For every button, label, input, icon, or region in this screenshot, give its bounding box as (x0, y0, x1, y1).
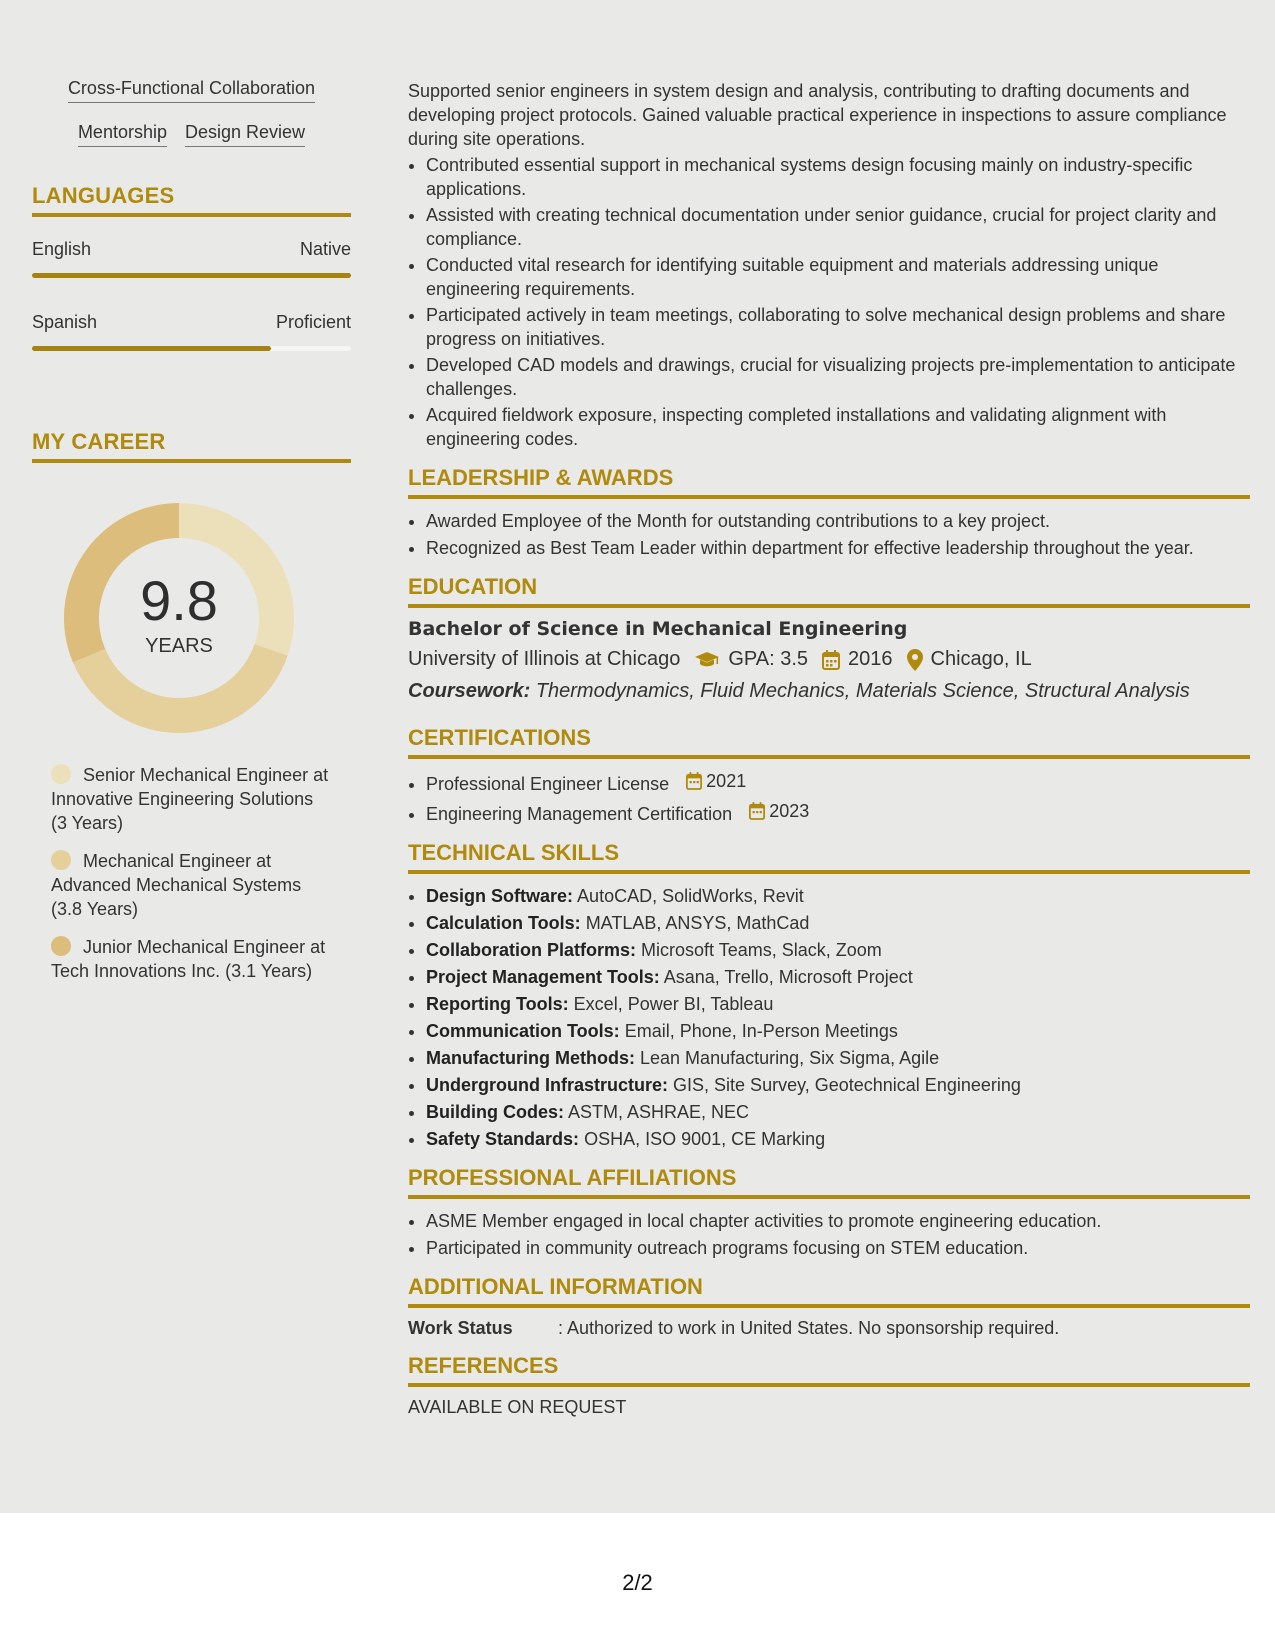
skill-label: Building Codes: (426, 1102, 564, 1122)
graduation-cap-icon (694, 651, 720, 669)
language-level: Proficient (275, 312, 351, 332)
language-name: English (32, 239, 92, 259)
references-text: AVAILABLE ON REQUEST (408, 1397, 627, 1417)
experience-bullet: • Acquired fieldwork exposure, inspecting completed installations and validating alignment with engineering codes. (426, 403, 1250, 451)
career-donut-chart (64, 503, 294, 733)
experience-bullet: • Contributed essential support in mechanical systems design focusing mainly on industry-specific applications. (426, 153, 1250, 201)
legend-dot (51, 764, 71, 784)
technical-skills-heading: TECHNICAL SKILLS (408, 840, 1250, 874)
skill-value: Email, Phone, In-Person Meetings (624, 1021, 898, 1041)
work-status-label: Work Status (408, 1318, 513, 1338)
technical-skill-item (426, 1100, 1250, 1124)
language-level: Native (299, 239, 351, 259)
skill-label: Project Management Tools: (426, 967, 660, 987)
technical-skill-item (426, 1046, 1250, 1070)
affiliations-heading: PROFESSIONAL AFFILIATIONS (408, 1165, 1250, 1199)
technical-skill-item (426, 992, 1250, 1016)
award-item: • Awarded Employee of the Month for outstanding contributions to a key project. (426, 509, 1250, 533)
career-legend-text: Mechanical Engineer at Advanced Mechanical Systems (3.8 Years) (51, 851, 302, 919)
technical-skill-item (426, 1073, 1250, 1097)
skill-label: Underground Infrastructure: (426, 1075, 669, 1095)
technical-skill-item (426, 938, 1250, 962)
certifications-heading: CERTIFICATIONS (408, 725, 1250, 759)
skill-value: AutoCAD, SolidWorks, Revit (577, 886, 804, 906)
career-total: 9.8 (140, 569, 218, 632)
coursework-list: Thermodynamics, Fluid Mechanics, Materials Science, Structural Analysis (535, 680, 1190, 702)
skill-label: Manufacturing Methods: (426, 1048, 635, 1068)
career-heading: MY CAREER (32, 429, 351, 463)
skill-value: Asana, Trello, Microsoft Project (663, 967, 913, 987)
technical-skill-item (426, 884, 1250, 908)
career-legend-item (51, 935, 331, 983)
references-heading: REFERENCES (408, 1353, 1250, 1387)
graduation-year: 2016 (848, 648, 893, 670)
language-bar (32, 273, 351, 278)
career-legend (51, 763, 331, 983)
language-bar-fill (32, 273, 351, 278)
language-item (32, 239, 351, 278)
legend-dot (51, 850, 71, 870)
certification-year: 2021 (706, 771, 747, 791)
skill-label: Reporting Tools: (426, 994, 569, 1014)
skill-value: Microsoft Teams, Slack, Zoom (641, 940, 882, 960)
career-legend-text: Senior Mechanical Engineer at Innovative Engineering Solutions (3 Years) (51, 765, 329, 833)
calendar-icon (686, 772, 702, 790)
experience-bullet: • Assisted with creating technical documentation under senior guidance, crucial for project clarity and compliance. (426, 203, 1250, 251)
work-status-value: : Authorized to work in United States. No sponsorship required. (558, 1318, 1060, 1338)
school-location: Chicago, IL (930, 648, 1032, 670)
skill-value: OSHA, ISO 9001, CE Marking (584, 1129, 826, 1149)
certification-item (426, 769, 1250, 796)
technical-skill-item (426, 1127, 1250, 1151)
education-details (408, 648, 1250, 671)
language-name: Spanish (32, 312, 98, 332)
certification-year: 2023 (769, 801, 810, 821)
calendar-icon (822, 650, 840, 670)
career-legend-text: Junior Mechanical Engineer at Tech Innovations Inc. (3.1 Years) (51, 937, 326, 981)
technical-skill-item (426, 1019, 1250, 1043)
skill-label: Design Software: (426, 886, 574, 906)
languages-heading: LANGUAGES (32, 183, 351, 217)
certification-item (426, 799, 1250, 826)
gpa: GPA: 3.5 (728, 648, 809, 670)
certification-name: Engineering Management Certification (426, 804, 733, 824)
career-legend-item (51, 763, 331, 835)
language-bar (32, 346, 351, 351)
career-legend-item (51, 849, 331, 921)
skill-label: Safety Standards: (426, 1129, 580, 1149)
skill-label: Communication Tools: (426, 1021, 620, 1041)
technical-skill-item (426, 965, 1250, 989)
right-column (408, 79, 1250, 1418)
language-item (32, 312, 351, 351)
language-bar-fill (32, 346, 271, 351)
experience-bullet: • Conducted vital research for identifying suitable equipment and materials addressing unique engineering requirements. (426, 253, 1250, 301)
additional-info-heading: ADDITIONAL INFORMATION (408, 1274, 1250, 1308)
affiliation-item: • ASME Member engaged in local chapter activities to promote engineering education. (426, 1209, 1250, 1233)
skill-value: GIS, Site Survey, Geotechnical Engineering (673, 1075, 1021, 1095)
skill-tags (32, 78, 351, 147)
technical-skill-item (426, 911, 1250, 935)
experience-summary: Supported senior engineers in system design and analysis, contributing to drafting documents and developing project protocols. Gained valuable practical experience in inspections to assure compliance during site operations. (408, 81, 1227, 149)
certifications-list (408, 769, 1250, 826)
legend-dot (51, 936, 71, 956)
affiliations-list (408, 1209, 1250, 1260)
affiliation-item: • Participated in community outreach programs focusing on STEM education. (426, 1236, 1250, 1260)
skill-value: Excel, Power BI, Tableau (573, 994, 774, 1014)
work-status-row (408, 1318, 1250, 1339)
coursework (408, 680, 1250, 703)
skill-row (32, 122, 351, 147)
education-heading: EDUCATION (408, 574, 1250, 608)
experience-bullet: • Developed CAD models and drawings, crucial for visualizing projects pre-implementation to anticipate challenges. (426, 353, 1250, 401)
page-number: 2/2 (622, 1570, 653, 1595)
calendar-icon (749, 802, 765, 820)
technical-skills-list (408, 884, 1250, 1151)
location-pin-icon (907, 649, 923, 671)
skill-value: MATLAB, ANSYS, MathCad (585, 913, 810, 933)
skill-value: Lean Manufacturing, Six Sigma, Agile (640, 1048, 940, 1068)
degree-title: Bachelor of Science in Mechanical Engineering (408, 618, 908, 640)
skill-tag: Cross-Functional Collaboration (68, 78, 315, 103)
award-item: • Recognized as Best Team Leader within department for effective leadership throughout the year. (426, 536, 1250, 560)
skill-label: Collaboration Platforms: (426, 940, 637, 960)
skill-tag: Design Review (185, 122, 305, 147)
experience-bullet: • Participated actively in team meetings, collaborating to solve mechanical design problems and share progress on initiatives. (426, 303, 1250, 351)
skill-row (32, 78, 351, 103)
experience-bullets (408, 153, 1250, 451)
left-column (32, 78, 351, 997)
awards-list (408, 509, 1250, 560)
coursework-label: Coursework: (408, 680, 531, 702)
skill-value: ASTM, ASHRAE, NEC (568, 1102, 750, 1122)
awards-heading: LEADERSHIP & AWARDS (408, 465, 1250, 499)
school-name: University of Illinois at Chicago (408, 648, 681, 670)
certification-name: Professional Engineer License (426, 774, 670, 794)
career-unit: YEARS (145, 635, 213, 657)
skill-tag: Mentorship (78, 122, 167, 147)
skill-label: Calculation Tools: (426, 913, 581, 933)
